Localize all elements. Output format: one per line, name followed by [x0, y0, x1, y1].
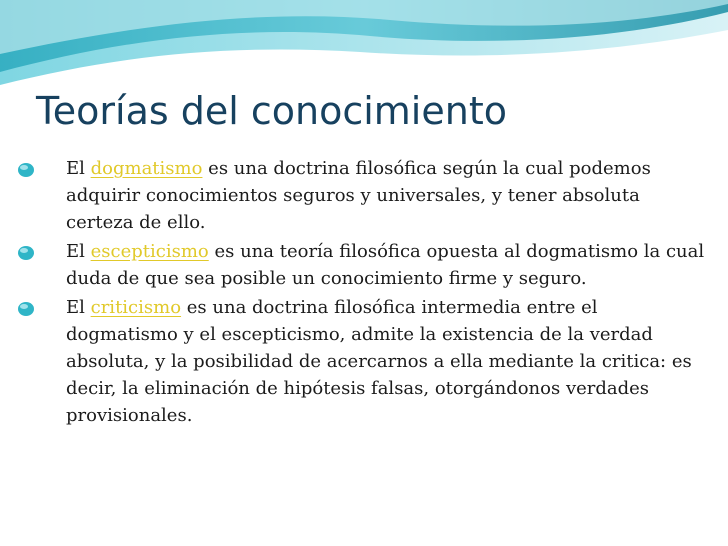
bullet-text: es una doctrina filosófica según la cual podemos adquirir conocimientos seguros y universales, y tener absoluta certeza de ello. — [66, 158, 651, 233]
bullet-list — [16, 155, 706, 431]
bullet-text: es una teoría filosófica opuesta al dogmatismo la cual duda de que sea posible un conocimiento firme y seguro. — [66, 241, 705, 289]
bullet-icon — [16, 300, 36, 318]
bullet-item-escepticismo — [16, 238, 706, 292]
bullet-icon — [16, 161, 36, 179]
term-link-criticismo[interactable]: criticismo — [90, 297, 182, 318]
bullet-text: es una doctrina filosófica intermedia entre el dogmatismo y el escepticismo, admite la existencia de la verdad absoluta, y la posibilidad de acercarnos a ella mediante la critica: es decir, la eliminación de hipótesis falsas, otorgándonos verdades provisionales. — [66, 297, 692, 426]
bullet-prefix: El — [66, 297, 91, 318]
slide-title: Teorías del conocimiento — [36, 89, 507, 133]
bullet-prefix: El — [66, 241, 91, 262]
header-wave-decoration — [0, 0, 728, 95]
bullet-prefix: El — [66, 158, 91, 179]
term-link-escepticismo[interactable]: escepticismo — [90, 241, 209, 262]
bullet-item-criticismo — [16, 294, 706, 429]
bullet-item-dogmatismo — [16, 155, 706, 236]
term-link-dogmatismo[interactable]: dogmatismo — [90, 158, 203, 179]
bullet-icon — [16, 244, 36, 262]
